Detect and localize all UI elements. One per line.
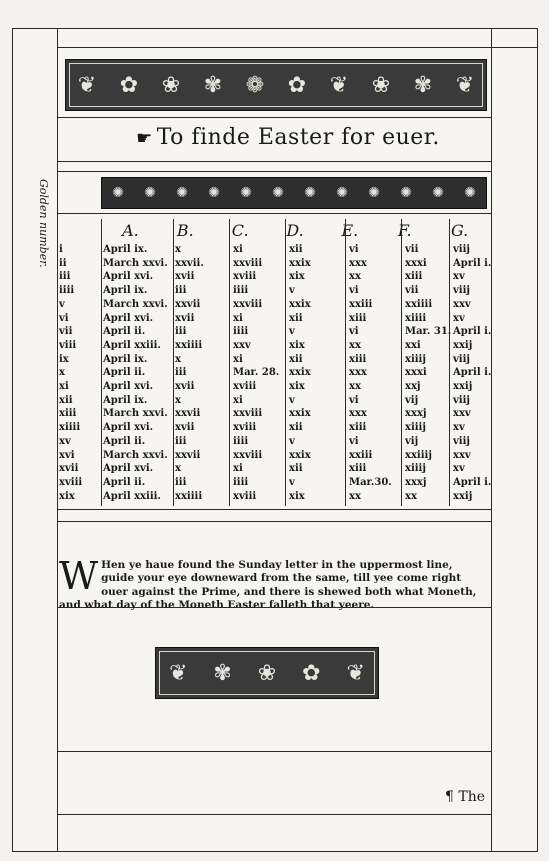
date-cell: xxv <box>233 339 251 351</box>
date-cell: xxv <box>453 298 471 310</box>
column-letter: F. <box>397 221 412 240</box>
date-cell: x <box>175 394 181 406</box>
date-cell: vi <box>349 435 359 447</box>
page-title: ☛ To finde Easter for euer. <box>136 125 440 150</box>
rule <box>57 607 491 608</box>
golden-number-cell: ii <box>59 257 67 269</box>
date-cell: viij <box>453 435 471 447</box>
date-cell: xviii <box>233 422 257 434</box>
column-letter: E. <box>341 221 359 240</box>
date-cell: April xxiii. <box>103 490 161 502</box>
date-cell: iiii <box>233 476 249 488</box>
golden-number-cell: vi <box>59 312 69 324</box>
table-row <box>57 463 491 477</box>
date-cell: xii <box>289 244 303 255</box>
date-cell: April ii. <box>103 476 146 488</box>
date-cell: xi <box>233 463 243 475</box>
date-cell: iii <box>175 476 187 488</box>
instruction-paragraph <box>59 554 489 613</box>
bottom-floral-ornament: ❦ ✾ ❀ ✿ ❦ <box>155 647 379 699</box>
date-cell: v <box>289 394 295 406</box>
date-cell: xxviii <box>233 257 263 269</box>
date-cell: April xvi. <box>103 312 154 324</box>
table-row <box>57 299 491 313</box>
golden-number-cell: xii <box>59 394 73 406</box>
table-row <box>57 258 491 272</box>
date-cell: xxix <box>289 367 311 379</box>
page-frame <box>12 28 538 852</box>
date-cell: vij <box>405 435 419 447</box>
date-cell: xviii <box>233 271 257 283</box>
table-row <box>57 395 491 409</box>
golden-number-cell: xiiii <box>59 422 81 434</box>
date-cell: March xxvi. <box>103 257 168 269</box>
date-cell: vi <box>349 285 359 297</box>
date-cell: xxix <box>289 449 311 461</box>
golden-number-label: Golden number. <box>37 179 50 268</box>
date-cell: xxvii <box>175 298 201 310</box>
golden-number-cell: xix <box>59 490 75 502</box>
date-cell: xxiii <box>349 449 373 461</box>
golden-number-cell: i <box>59 244 63 255</box>
date-cell: xiiij <box>405 353 426 365</box>
date-cell: xxiiij <box>405 449 432 461</box>
date-cell: xvii <box>175 312 195 324</box>
date-cell: April ii. <box>103 435 146 447</box>
date-cell: viij <box>453 353 471 365</box>
date-cell: March xxvi. <box>103 298 168 310</box>
date-cell: xxix <box>289 298 311 310</box>
date-cell: xiiij <box>405 422 426 434</box>
date-cell: xi <box>233 394 243 406</box>
golden-number-cell: xvii <box>59 463 79 475</box>
date-cell: April ix. <box>103 353 148 365</box>
rule <box>57 161 491 162</box>
date-cell: xxvii <box>175 408 201 420</box>
date-cell: xi <box>233 244 243 255</box>
table-row <box>57 313 491 327</box>
date-cell: April xvi. <box>103 422 154 434</box>
date-cell: April xvi. <box>103 381 154 392</box>
golden-number-cell: xv <box>59 435 71 447</box>
rule <box>57 509 491 510</box>
date-cell: xiii <box>349 422 367 434</box>
date-cell: xv <box>453 422 465 434</box>
date-cell: xxj <box>405 381 421 392</box>
date-cell: April i. <box>453 257 492 269</box>
date-cell: Mar. 28. <box>233 367 280 379</box>
easter-table <box>57 244 491 506</box>
table-row <box>57 271 491 285</box>
date-cell: v <box>289 326 295 338</box>
date-cell: xiii <box>349 353 367 365</box>
date-cell: xxxj <box>405 476 427 488</box>
date-cell: xxix <box>289 408 311 420</box>
date-cell: xx <box>349 339 361 351</box>
table-row <box>57 408 491 422</box>
table-row <box>57 354 491 368</box>
date-cell: xiii <box>349 463 367 475</box>
rule <box>57 171 491 172</box>
date-cell: iiii <box>233 435 249 447</box>
date-cell: xxiiii <box>175 490 203 502</box>
golden-number-cell: iii <box>59 271 71 283</box>
date-cell: xiii <box>349 312 367 324</box>
golden-number-cell: iiii <box>59 285 75 297</box>
table-row <box>57 244 491 258</box>
table-row <box>57 326 491 340</box>
date-cell: xiiii <box>405 312 427 324</box>
rule <box>57 814 491 815</box>
date-cell: xix <box>289 271 305 283</box>
date-cell: xix <box>289 339 305 351</box>
date-cell: xx <box>349 381 361 392</box>
date-cell: viij <box>453 285 471 297</box>
table-row <box>57 422 491 436</box>
date-cell: xi <box>233 353 243 365</box>
date-cell: Mar. 31. <box>405 326 452 338</box>
date-cell: xxix <box>289 257 311 269</box>
date-cell: vij <box>405 394 419 406</box>
date-cell: iiii <box>233 326 249 338</box>
date-cell: April xxiii. <box>103 339 161 351</box>
date-cell: April xvi. <box>103 463 154 475</box>
date-cell: xxiii <box>349 298 373 310</box>
date-cell: April i. <box>453 476 492 488</box>
right-margin-rule <box>491 29 492 851</box>
rule <box>57 751 491 752</box>
date-cell: xxiiii <box>405 298 433 310</box>
date-cell: xxviii <box>233 449 263 461</box>
date-cell: xxi <box>405 339 421 351</box>
date-cell: viij <box>453 394 471 406</box>
rule <box>57 521 491 522</box>
golden-number-cell: xvi <box>59 449 75 461</box>
column-letters <box>103 221 487 240</box>
date-cell: xv <box>453 463 465 475</box>
table-row <box>57 436 491 450</box>
date-cell: xi <box>233 312 243 324</box>
top-floral-ornament: ❦ ✿ ❀ ✾ ❁ ✿ ❦ ❀ ✾ ❦ <box>65 59 487 111</box>
table-row <box>57 340 491 354</box>
date-cell: xxx <box>349 408 367 420</box>
date-cell: xii <box>289 312 303 324</box>
date-cell: April ii. <box>103 326 146 338</box>
date-cell: xxx <box>349 367 367 379</box>
table-row <box>57 477 491 491</box>
table-row <box>57 285 491 299</box>
date-cell: March xxvi. <box>103 408 168 420</box>
date-cell: xxvii. <box>175 257 204 269</box>
date-cell: xxx <box>349 257 367 269</box>
date-cell: xix <box>289 490 305 502</box>
date-cell: April ii. <box>103 367 146 379</box>
table-row <box>57 381 491 395</box>
golden-number-cell: viii <box>59 339 77 351</box>
date-cell: iii <box>175 326 187 338</box>
date-cell: xx <box>405 490 417 502</box>
golden-number-cell: xi <box>59 381 69 392</box>
table-row <box>57 450 491 464</box>
date-cell: xv <box>453 271 465 283</box>
column-letter: B. <box>176 221 194 240</box>
date-cell: xii <box>289 422 303 434</box>
date-cell: iii <box>175 285 187 297</box>
date-cell: x <box>175 353 181 365</box>
date-cell: xvii <box>175 381 195 392</box>
date-cell: v <box>289 285 295 297</box>
date-cell: xxij <box>453 339 473 351</box>
date-cell: xiiij <box>405 463 426 475</box>
date-cell: x <box>175 463 181 475</box>
golden-number-cell: ix <box>59 353 69 365</box>
date-cell: xx <box>349 271 361 283</box>
rule <box>57 213 491 214</box>
date-cell: vii <box>405 285 419 297</box>
date-cell: xxij <box>453 381 473 392</box>
rule <box>57 117 491 118</box>
date-cell: Mar.30. <box>349 476 392 488</box>
decorative-band: ✺ ✺ ✺ ✺ ✺ ✺ ✺ ✺ ✺ ✺ ✺ ✺ <box>101 177 487 209</box>
drop-cap: W <box>59 554 99 598</box>
date-cell: xxviii <box>233 408 263 420</box>
date-cell: xviii <box>233 381 257 392</box>
golden-number-cell: v <box>59 298 65 310</box>
catchword: ¶ The <box>445 789 485 805</box>
column-letter: A. <box>122 221 139 240</box>
date-cell: xx <box>349 490 361 502</box>
date-cell: xii <box>289 463 303 475</box>
golden-number-cell: vii <box>59 326 73 338</box>
date-cell: xxv <box>453 449 471 461</box>
top-rule <box>57 47 537 48</box>
date-cell: viij <box>453 244 471 255</box>
date-cell: v <box>289 476 295 488</box>
date-cell: xxxj <box>405 408 427 420</box>
date-cell: xxxi <box>405 367 427 379</box>
date-cell: x <box>175 244 181 255</box>
date-cell: xv <box>453 312 465 324</box>
date-cell: April xvi. <box>103 271 154 283</box>
date-cell: April ix. <box>103 394 148 406</box>
table-row <box>57 491 491 505</box>
table-row <box>57 367 491 381</box>
date-cell: April ix. <box>103 285 148 297</box>
instruction-text: Hen ye haue found the Sunday letter in the uppermost line, guide your eye downeward from the same, till yee come right ouer against the Prime, and there is shewed both what Moneth, and what day of the Moneth Easter falleth that yeere. <box>59 559 477 612</box>
date-cell: March xxvi. <box>103 449 168 461</box>
date-cell: April i. <box>453 326 492 338</box>
column-letter: G. <box>450 221 469 240</box>
golden-number-cell: x <box>59 367 65 379</box>
date-cell: April i. <box>453 367 492 379</box>
golden-number-cell: xiii <box>59 408 77 420</box>
date-cell: xvii <box>175 422 195 434</box>
date-cell: April ix. <box>103 244 148 255</box>
column-letter: D. <box>286 221 304 240</box>
date-cell: iiii <box>233 285 249 297</box>
date-cell: iii <box>175 367 187 379</box>
date-cell: xxij <box>453 490 473 502</box>
date-cell: xxviii <box>233 298 263 310</box>
date-cell: xxxi <box>405 257 427 269</box>
date-cell: vi <box>349 244 359 255</box>
date-cell: xvii <box>175 271 195 283</box>
column-letter: C. <box>231 221 249 240</box>
date-cell: vii <box>405 244 419 255</box>
pointing-hand-icon: ☛ <box>136 128 153 149</box>
date-cell: v <box>289 435 295 447</box>
date-cell: xiii <box>405 271 423 283</box>
date-cell: xii <box>289 353 303 365</box>
date-cell: vi <box>349 394 359 406</box>
date-cell: xviii <box>233 490 257 502</box>
date-cell: iii <box>175 435 187 447</box>
date-cell: vi <box>349 326 359 338</box>
date-cell: xxvii <box>175 449 201 461</box>
golden-number-cell: xviii <box>59 476 83 488</box>
date-cell: xxv <box>453 408 471 420</box>
date-cell: xxiiii <box>175 339 203 351</box>
date-cell: xix <box>289 381 305 392</box>
